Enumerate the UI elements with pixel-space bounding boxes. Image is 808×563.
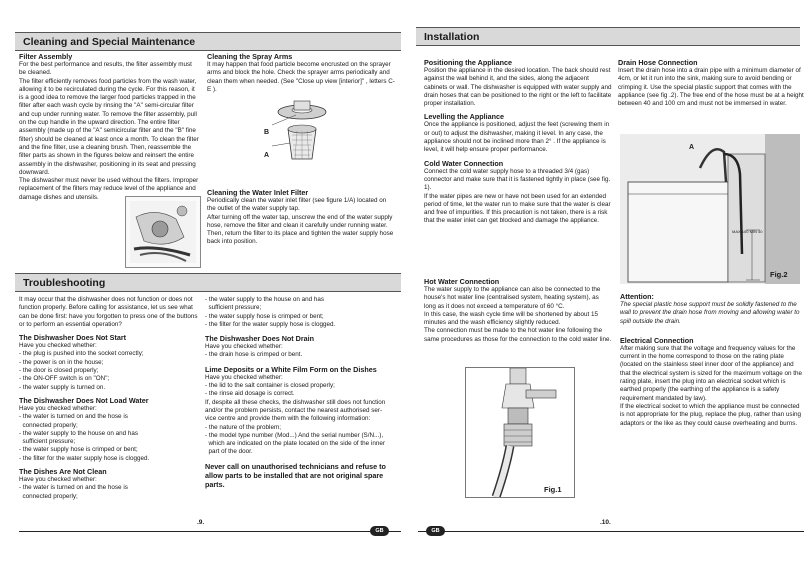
attention-electrical-column	[620, 292, 804, 428]
troubleshooting-intro: It may occur that the dishwasher does not function or does not function properly. Before calling for assistance, let us see what can be done first: have you forgotten to press one of the buttons or to perform an essential operation?	[19, 296, 198, 328]
no-water-heading: The Dishwasher Does Not Load Water	[19, 395, 149, 405]
section-title-cleaning: Cleaning and Special Maintenance	[15, 32, 401, 51]
no-drain-heading: The Dishwasher Does Not Drain	[205, 334, 315, 344]
attention-heading: Attention:	[620, 292, 654, 301]
fig1-caption: Fig.1	[544, 485, 562, 494]
list-item: - the water supply hose is crimped or bent;	[19, 446, 138, 454]
lime-deposits-heading: Lime Deposits or a White Film Form on the Dishes	[205, 364, 377, 374]
positioning-p1: Position the appliance in the desired location. The back should rest against the wall behind it, and the sides, along the adjacent cabinets or wall. The dishwasher is equipped with water supply and drain hoses that can be positioned to the right or the left to facilitate proper installation.	[424, 67, 612, 108]
troubleshooting-col2	[205, 296, 397, 489]
spray-arms-column	[207, 52, 395, 94]
list-item: - the plug is pushed into the socket correctly;	[19, 350, 144, 358]
list-item: - the water supply hose is crimped or bent;	[205, 312, 324, 320]
troubleshooting-col1	[19, 296, 201, 501]
footer-rule	[19, 531, 401, 532]
language-badge: GB	[426, 526, 445, 536]
hot-water-p3: The connection must be made to the hot water line following the same procedures as those for the connection to the cold water line.	[424, 327, 612, 343]
list-item: connected properly;	[19, 421, 78, 429]
list-item: Have you checked whether:	[19, 404, 97, 412]
list-item: Have you checked whether:	[205, 343, 283, 351]
water-inlet-figure	[125, 196, 201, 268]
electrical-p1: After making sure that the voltage and frequency values for the current in the home correspond to those on the rating plate (located on the stainless steel inner door of the appliance) and that the electrical system is sized for the maximum voltage on the rating plate, insert the plug into an electrical socket which is earthed properly (the earthing of the appliance is a safety requirement mandated by law).	[620, 344, 802, 402]
page-number: .10.	[600, 519, 611, 526]
list-item: - the filter for the water supply hose is clogged.	[205, 320, 336, 328]
list-item: - the lid to the salt container is closed properly;	[205, 382, 335, 390]
installation-col1	[424, 58, 612, 226]
list-item: vice centre and provide them with the following information:	[205, 415, 371, 423]
filter-assembly-heading: Filter Assembly	[19, 52, 73, 61]
filter-assembly-p3: The dishwasher must never be used without the filters. Improper replacement of the filters may reduce level of the appliance and damage dishes and utensils.	[19, 177, 199, 201]
list-item: which are indicated on the plate located on the side of the inner	[205, 440, 385, 448]
electrical-heading: Electrical Connection	[620, 335, 694, 345]
list-item: - the power is on in the house;	[19, 358, 104, 366]
drain-hose-heading: Drain Hose Connection	[618, 58, 698, 67]
filter-assembly-column	[19, 52, 199, 202]
section-title-troubleshooting: Troubleshooting	[15, 273, 401, 292]
hot-water-heading: Hot Water Connection	[424, 277, 500, 286]
page-number: .9.	[197, 519, 205, 526]
not-clean-continued-list	[205, 296, 397, 329]
footer-rule	[418, 531, 804, 532]
hot-water-column	[424, 277, 612, 344]
list-item: - the filter for the water supply hose is clogged.	[19, 454, 150, 462]
attention-text: The special plastic hose support must be solidly fastened to the wall to prevent the drain hose from moving and allowing water to spill outside the drain.	[620, 301, 800, 325]
spray-arms-heading: Cleaning the Spray Arms	[207, 52, 293, 61]
list-item: - the rinse aid dosage is correct.	[205, 390, 295, 398]
no-water-list	[19, 405, 201, 463]
hot-water-p1: The water supply to the appliance can also be connected to the house's hot water line (centralised system, heating system), as long as it does not exceed a temperature of 60 °C.	[424, 286, 601, 310]
water-inlet-p2: After turning off the water tap, unscrew the end of the water supply hose, remove the filter and clean it carefully under running water. Then, return the filter to its place and tighten the water supply hose back into position.	[207, 213, 394, 246]
section-title-installation: Installation	[416, 27, 800, 46]
positioning-heading: Positioning the Appliance	[424, 58, 512, 67]
fig2-drain-figure	[620, 134, 800, 284]
fig2-label-a: A	[689, 144, 695, 151]
list-item: - the model type number (Mod...) And the serial number (S/N...),	[205, 431, 384, 439]
filter-label-a: A	[264, 152, 270, 159]
list-item: - the water supply to the house on and has	[205, 296, 325, 303]
list-item: part of the door.	[205, 448, 253, 456]
right-page	[408, 0, 808, 563]
list-item: - the door is closed properly;	[19, 367, 99, 375]
spray-arms-p1: It may happen that food particle become encrusted on the sprayer arms and block the hole. Check the sprayer arms periodically and clean them when needed. (See "Close up view [interior]" , letters C-E ).	[207, 61, 395, 93]
list-item: - the ON-OFF switch is on "ON";	[19, 375, 110, 383]
lime-deposits-list	[205, 374, 397, 457]
electrical-p2: If the electrical socket to which the appliance must be connected is not appropriate for the plug, replace the plug, rather than using adaptors or the like as they could cause overheating and burns.	[620, 402, 801, 427]
no-start-heading: The Dishwasher Does Not Start	[19, 333, 127, 343]
water-inlet-column	[207, 188, 395, 247]
not-clean-list	[19, 476, 201, 501]
list-item: - the drain hose is crimped or bent.	[205, 351, 303, 359]
list-item: - the water supply is turned on.	[19, 383, 106, 391]
list-item: - the water is turned on and the hose is	[19, 413, 128, 421]
levelling-heading: Levelling the Appliance	[424, 112, 505, 122]
list-item: Have you checked whether:	[19, 342, 97, 350]
list-item: If, despite all these checks, the dishwasher still does not function	[205, 398, 386, 406]
no-start-list	[19, 342, 201, 392]
hot-water-p2: In this case, the wash cycle time will be shortened by about 15 minutes and the wash efficiency slightly reduced.	[424, 310, 598, 327]
left-page	[0, 0, 400, 563]
levelling-p1: Once the appliance is positioned, adjust the feet (screwing them in or out) to adjust the dishwasher, making it level. In any case, the appliance should not be inclined more than 2° . If the appliance is level, it will help ensure proper performance.	[424, 121, 610, 154]
fig2-dimension: MAX 100 MIN 40	[732, 229, 763, 234]
list-item: and/or the problem persists, contact the nearest authorised ser-	[205, 406, 383, 414]
no-drain-list	[205, 343, 397, 360]
list-item: sufficient pressure;	[205, 304, 262, 312]
water-inlet-p1: Periodically clean the water inlet filter (see figure 1/A) located on the outlet of the water supply tap.	[207, 197, 387, 213]
fig2-caption: Fig.2	[770, 270, 788, 279]
list-item: Have you checked whether:	[19, 476, 97, 484]
list-item: - the water supply to the house on and has	[19, 429, 139, 437]
cold-water-p2: If the water pipes are new or have not been used for an extended period of time, let the water run to make sure that the water is clear and free of impurities. If this precaution is not taken, there is a risk that the water inlet can get blocked and damage the appliance.	[424, 192, 611, 225]
warning-text: Never call on unauthorised technicians and refuse to allow parts to be installed that are not original spare parts.	[205, 461, 386, 489]
drain-hose-p1: Insert the drain hose into a drain pipe with a minimum diameter of 4cm, or let it run into the sink, making sure to avoid bending or crimping it. Use the special plastic support that comes with the appliance (see fig .2). The free end of the hose must be at a height between 40 and 100 cm and must not be immersed in water.	[618, 67, 804, 108]
filter-label-b: B	[264, 129, 270, 136]
list-item: - the water is turned on and the hose is	[19, 484, 128, 492]
filter-assembly-p2: The filter efficiently removes food particles from the wash water, allowing it to be recirculated during the cycle. For this reason, it is a good idea to remove the larger food particles trapped in the filter after each wash cycle by rinsing the "A" semi-circular filter and cup under running water. To remove the filter assembly, pull on the cup handle in the upward direction. The entire filter assembly (made up of the "A" semicircular filter and the "B" fine filter) should be cleaned at least once a month. To clean the filter and the fine filter, use a cleaning brush. Then, reassemble the filter parts as shown in the figures below and reinsert the entire assembly in the dishwasher, positioning in its seat and pressing downward.	[19, 77, 199, 176]
fig1-tap-figure	[465, 367, 575, 498]
water-inlet-heading: Cleaning the Water Inlet Filter	[207, 188, 309, 197]
filter-assembly-p1: For the best performance and results, the filter assembly must be cleaned.	[19, 61, 192, 77]
list-item: connected properly;	[19, 492, 78, 500]
cold-water-heading: Cold Water Connection	[424, 158, 504, 168]
list-item: Have you checked whether:	[205, 373, 283, 381]
language-badge: GB	[370, 526, 389, 536]
list-item: - the nature of the problem;	[205, 423, 281, 431]
drain-hose-column	[618, 58, 804, 108]
not-clean-heading: The Dishes Are Not Clean	[19, 467, 107, 477]
list-item: sufficient pressure;	[19, 438, 76, 446]
filter-figure	[262, 99, 334, 165]
cold-water-p1: Connect the cold water supply hose to a threaded 3/4 (gas) connector and make sure that it is fastened tightly in place (see fig. 1).	[424, 167, 611, 192]
